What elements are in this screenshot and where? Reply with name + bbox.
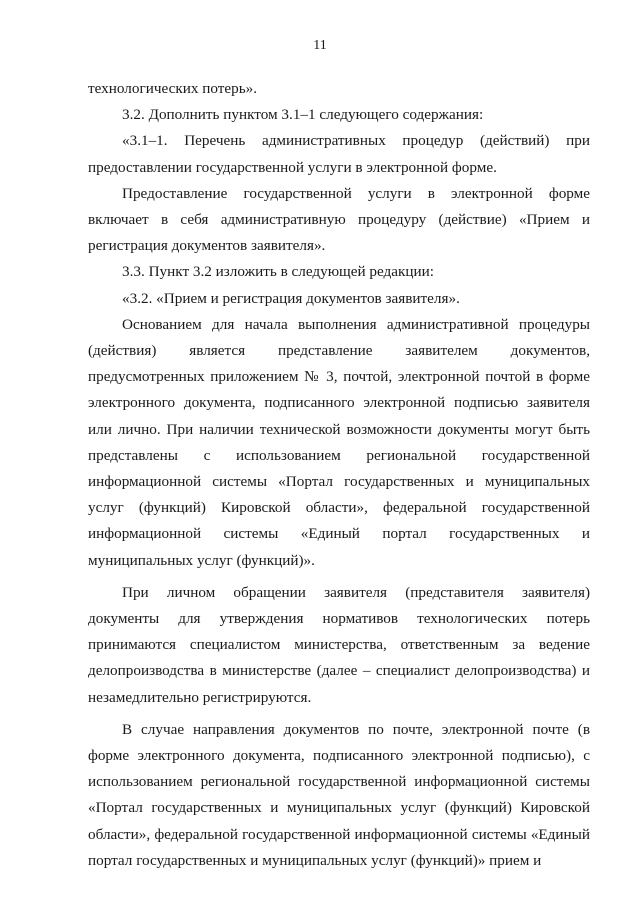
paragraph-personal-visit: При личном обращении заявителя (представителя заявителя) документы для утверждения нормативов технологических потерь принимаются специалистом министерства, ответственным за ведение делопроизводства в министерстве (далее – специалист делопроизводства) и незамедлительно регистрируются. bbox=[88, 583, 590, 706]
paragraph-item-3-1-1: «3.1–1. Перечень административных процедур (действий) при предоставлении государственной услуги в электронной форме. bbox=[88, 132, 590, 176]
paragraph-item-3-2: 3.2. Дополнить пунктом 3.1–1 следующего содержания: bbox=[122, 106, 484, 124]
paragraph-continuation: технологических потерь». bbox=[88, 80, 258, 97]
page-number: 11 bbox=[313, 38, 327, 53]
paragraph-item-3-3: 3.3. Пункт 3.2 изложить в следующей редакции: bbox=[122, 263, 435, 281]
paragraph-electronic-form: Предоставление государственной услуги в электронной форме включает в себя административную процедуру (действие) «Прием и регистрация документов заявителя». bbox=[88, 184, 590, 255]
paragraph-grounds: Основанием для начала выполнения административной процедуры (действия) является представление заявителем документов, предусмотренных приложением № 3, почтой, электронной почтой в форме электронного документа, подписанного электронной подписью заявителя или лично. При наличии технической возможности документы могут быть представлены с использованием региональной государственной информационной системы «Портал государственных и муниципальных услуг (функций) Кировской области», федеральной государственной информационной системы «Единый портал государственных и муниципальных услуг (функций)». bbox=[88, 315, 590, 569]
document-body bbox=[88, 76, 590, 874]
paragraph-postal-submission: В случае направления документов по почте, электронной почте (в форме электронного документа, подписанного электронной подписью), с использованием региональной государственной информационной системы «Портал государственных и муниципальных услуг (функций) Кировской области», федеральной государственной информационной системы «Единый портал государственных и муниципальных услуг (функций)» прием и bbox=[88, 720, 590, 869]
paragraph-item-3-2-heading: «3.2. «Прием и регистрация документов заявителя». bbox=[122, 289, 460, 307]
